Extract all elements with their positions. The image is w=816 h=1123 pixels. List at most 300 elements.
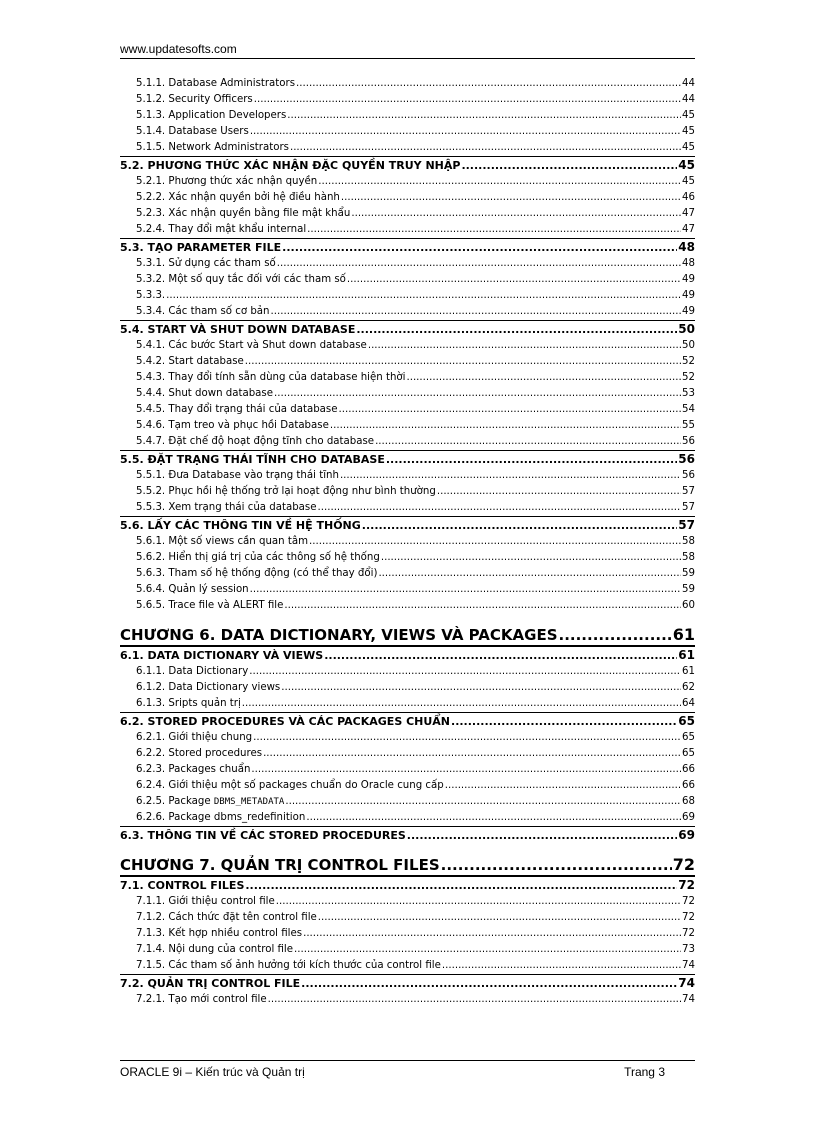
- toc-entry-label: [120, 625, 558, 645]
- toc-subsection[interactable]: [120, 140, 695, 156]
- toc-entry-number: 5.4.7.: [136, 436, 166, 447]
- toc-subsection[interactable]: [120, 910, 695, 926]
- toc-entry-number: 5.2.1.: [136, 176, 166, 187]
- toc-entry-number: 5.4.: [120, 323, 144, 336]
- toc-entry-label: [136, 140, 289, 156]
- toc-leader-dots: [290, 140, 681, 156]
- toc-subsection[interactable]: [120, 926, 695, 942]
- toc-entry-number: 5.5.3.: [136, 502, 166, 513]
- toc-leader-dots: [341, 190, 681, 206]
- toc-entry-page: 52: [682, 372, 695, 383]
- toc-leader-dots: [347, 272, 681, 288]
- toc-entry-page: 53: [682, 388, 695, 399]
- toc-entry-title: Sripts quản trị: [168, 698, 241, 709]
- toc-entry-title: Đưa Database vào trạng thái tĩnh: [168, 470, 339, 481]
- toc-entry-title: Tạo mới control file: [168, 994, 267, 1005]
- toc-subsection[interactable]: [120, 354, 695, 370]
- toc-entry-page: 72: [682, 928, 695, 939]
- footer-page-number: Trang 3: [624, 1065, 665, 1079]
- toc-entry-label: [120, 713, 450, 730]
- toc-entry-number: 5.2.: [120, 159, 144, 172]
- toc-subsection[interactable]: [120, 664, 695, 680]
- toc-entry-number: 5.2.4.: [136, 224, 166, 235]
- toc-chapter[interactable]: [120, 855, 695, 876]
- toc-entry-title: Sử dụng các tham số: [168, 258, 276, 269]
- toc-leader-dots: [368, 338, 681, 354]
- table-of-contents: [120, 76, 695, 1008]
- toc-entry-label: [136, 500, 317, 516]
- toc-leader-dots: [303, 926, 681, 942]
- toc-leader-dots: [318, 174, 681, 190]
- toc-entry-number: 6.2.6.: [136, 812, 166, 823]
- toc-section[interactable]: [120, 450, 695, 468]
- toc-subsection[interactable]: [120, 222, 695, 238]
- toc-entry-page: 60: [682, 600, 695, 611]
- toc-leader-dots: [249, 664, 681, 680]
- toc-leader-dots: [559, 625, 672, 645]
- toc-entry-number: 5.4.1.: [136, 340, 166, 351]
- toc-subsection[interactable]: [120, 206, 695, 222]
- toc-entry-label: [136, 174, 317, 190]
- toc-entry-label: [120, 827, 406, 844]
- toc-entry-label: [136, 958, 441, 974]
- toc-subsection[interactable]: [120, 434, 695, 450]
- toc-subsection[interactable]: [120, 418, 695, 434]
- toc-entry-label: [136, 206, 350, 222]
- toc-subsection[interactable]: [120, 92, 695, 108]
- toc-entry-label: [136, 664, 248, 680]
- toc-entry-title: Package dbms_redefinition: [168, 812, 306, 823]
- toc-entry-title: Thay đổi trạng thái của database: [168, 404, 338, 415]
- toc-section[interactable]: [120, 516, 695, 534]
- toc-entry-page: 61: [678, 648, 695, 662]
- toc-entry-page: 64: [682, 698, 695, 709]
- toc-entry-label: [136, 92, 253, 108]
- toc-leader-dots: [386, 451, 677, 468]
- toc-entry-label: [136, 534, 308, 550]
- toc-leader-dots: [245, 354, 681, 370]
- toc-entry-label: [136, 794, 284, 810]
- toc-entry-page: 66: [682, 780, 695, 791]
- toc-entry-title: Các tham số ảnh hưởng tới kích thước của control file: [168, 960, 441, 971]
- toc-leader-dots: [356, 321, 677, 338]
- toc-entry-label: [136, 386, 273, 402]
- toc-subsection[interactable]: [120, 582, 695, 598]
- toc-leader-dots: [461, 157, 677, 174]
- toc-entry-label: [136, 910, 317, 926]
- toc-leader-dots: [281, 680, 681, 696]
- toc-leader-dots: [362, 517, 678, 534]
- toc-entry-title: QUẢN TRỊ CONTROL FILES: [220, 856, 440, 874]
- toc-section[interactable]: [120, 646, 695, 664]
- toc-section[interactable]: [120, 238, 695, 256]
- toc-entry-title: Quản lý session: [168, 584, 249, 595]
- toc-entry-title: Hiển thị giá trị của các thông số hệ thống: [168, 552, 380, 563]
- toc-subsection[interactable]: [120, 992, 695, 1008]
- toc-entry-label: [136, 942, 293, 958]
- toc-entry-page: 54: [682, 404, 695, 415]
- toc-leader-dots: [276, 894, 681, 910]
- toc-entry-number: 5.2.2.: [136, 192, 166, 203]
- toc-entry-title: Phương thức xác nhận quyền: [168, 176, 318, 187]
- toc-leader-dots: [287, 108, 681, 124]
- toc-entry-label: [136, 730, 252, 746]
- toc-entry-title: Stored procedures: [168, 748, 263, 759]
- toc-leader-dots: [340, 468, 681, 484]
- toc-subsection[interactable]: [120, 370, 695, 386]
- toc-entry-title: Data Dictionary views: [168, 682, 281, 693]
- toc-entry-number: 7.1.4.: [136, 944, 166, 955]
- toc-entry-page: 49: [682, 290, 695, 301]
- toc-entry-number: 6.2.4.: [136, 780, 166, 791]
- toc-entry-number: 7.1.3.: [136, 928, 166, 939]
- toc-entry-page: 50: [682, 340, 695, 351]
- toc-entry-label: [136, 288, 165, 304]
- toc-section[interactable]: [120, 974, 695, 992]
- toc-leader-dots: [441, 855, 672, 875]
- toc-entry-number: 5.1.1.: [136, 78, 166, 89]
- toc-entry-number: 6.1.: [120, 649, 144, 662]
- toc-entry-page: 49: [682, 306, 695, 317]
- toc-entry-number: 5.1.2.: [136, 94, 166, 105]
- toc-entry-label: [136, 810, 305, 826]
- toc-leader-dots: [375, 434, 681, 450]
- toc-subsection[interactable]: [120, 680, 695, 696]
- toc-entry-number: 5.5.1.: [136, 470, 166, 481]
- toc-entry-number: 5.3.: [120, 241, 144, 254]
- toc-entry-page: 69: [682, 812, 695, 823]
- toc-entry-label: [120, 239, 281, 256]
- toc-leader-dots: [445, 778, 681, 794]
- toc-leader-dots: [253, 730, 681, 746]
- toc-entry-title: Tham số hệ thống động (có thể thay đổi): [168, 568, 378, 579]
- toc-entry-page: 65: [682, 732, 695, 743]
- toc-leader-dots: [285, 794, 681, 810]
- toc-entry-page: 56: [682, 436, 695, 447]
- toc-entry-page: 46: [682, 192, 695, 203]
- toc-entry-title: Giới thiệu một số packages chuẩn do Oracle cung cấp: [168, 780, 444, 791]
- toc-entry-number: 6.1.2.: [136, 682, 166, 693]
- toc-entry-number: 6.2.: [120, 715, 144, 728]
- toc-entry-page: 57: [682, 486, 695, 497]
- toc-entry-page: 72: [678, 878, 695, 892]
- toc-subsection[interactable]: [120, 550, 695, 566]
- toc-entry-number: 5.3.3.: [136, 290, 166, 301]
- toc-entry-number: 7.1.: [120, 879, 144, 892]
- toc-entry-number: 5.5.2.: [136, 486, 166, 497]
- toc-entry-number: 6.2.3.: [136, 764, 166, 775]
- toc-subsection[interactable]: [120, 534, 695, 550]
- toc-entry-number: 5.4.3.: [136, 372, 166, 383]
- toc-entry-page: 48: [682, 258, 695, 269]
- toc-entry-number: 5.4.2.: [136, 356, 166, 367]
- toc-entry-page: 45: [682, 142, 695, 153]
- toc-entry-title: QUẢN TRỊ CONTROL FILE: [147, 977, 301, 990]
- toc-entry-label: [136, 484, 436, 500]
- toc-entry-number: 5.1.5.: [136, 142, 166, 153]
- toc-leader-dots: [251, 762, 681, 778]
- toc-subsection[interactable]: [120, 76, 695, 92]
- toc-entry-label: [136, 778, 444, 794]
- toc-entry-label: [136, 338, 367, 354]
- toc-entry-page: 66: [682, 764, 695, 775]
- toc-entry-page: 57: [682, 502, 695, 513]
- toc-leader-dots: [242, 696, 681, 712]
- toc-entry-title: Security Officers: [168, 94, 253, 105]
- toc-entry-title: Database Administrators: [168, 78, 296, 89]
- toc-entry-label: [120, 877, 244, 894]
- toc-leader-dots: [245, 877, 677, 894]
- toc-entry-label: [120, 157, 460, 174]
- toc-leader-dots: [351, 206, 681, 222]
- toc-subsection[interactable]: [120, 810, 695, 826]
- toc-entry-page: 65: [678, 714, 695, 728]
- toc-leader-dots: [378, 566, 681, 582]
- toc-entry-label: [120, 321, 355, 338]
- toc-entry-page: 44: [682, 94, 695, 105]
- toc-leader-dots: [318, 500, 682, 516]
- toc-leader-dots: [294, 942, 681, 958]
- toc-leader-dots: [284, 598, 681, 614]
- toc-entry-page: 74: [682, 994, 695, 1005]
- toc-entry-title: Một số quy tắc đối với các tham số: [168, 274, 346, 285]
- toc-entry-number: CHƯƠNG 7.: [120, 856, 216, 874]
- toc-entry-page: 47: [682, 224, 695, 235]
- toc-entry-number: 6.1.3.: [136, 698, 166, 709]
- toc-entry-label: [136, 582, 249, 598]
- toc-entry-label: [120, 647, 323, 664]
- toc-entry-title: Data Dictionary: [168, 666, 249, 677]
- toc-subsection[interactable]: [120, 108, 695, 124]
- toc-entry-number: 6.2.5.: [136, 796, 166, 807]
- toc-entry-label: [136, 926, 302, 942]
- toc-entry-number: 5.5.: [120, 453, 144, 466]
- toc-entry-label: [136, 746, 262, 762]
- toc-entry-number: 7.1.1.: [136, 896, 166, 907]
- toc-subsection[interactable]: [120, 402, 695, 418]
- toc-subsection[interactable]: [120, 484, 695, 500]
- toc-entry-title: Start database: [168, 356, 244, 367]
- toc-entry-label: [120, 975, 300, 992]
- toc-entry-page: 74: [682, 960, 695, 971]
- toc-entry-code: DBMS_METADATA: [213, 797, 285, 807]
- toc-subsection[interactable]: [120, 794, 695, 810]
- toc-entry-page: 52: [682, 356, 695, 367]
- toc-entry-label: [136, 696, 241, 712]
- toc-section[interactable]: [120, 712, 695, 730]
- toc-leader-dots: [282, 239, 677, 256]
- toc-entry-number: 5.4.4.: [136, 388, 166, 399]
- toc-subsection[interactable]: [120, 762, 695, 778]
- toc-entry-title: Các tham số cơ bản: [168, 306, 270, 317]
- toc-entry-label: [136, 222, 306, 238]
- toc-leader-dots: [277, 256, 681, 272]
- toc-entry-title: Xác nhận quyền bởi hệ điều hành: [168, 192, 340, 203]
- toc-entry-page: 72: [682, 896, 695, 907]
- toc-subsection[interactable]: [120, 338, 695, 354]
- toc-entry-title: Một số views cần quan tâm: [168, 536, 309, 547]
- toc-entry-page: 59: [682, 584, 695, 595]
- toc-leader-dots: [442, 958, 681, 974]
- toc-entry-number: 5.6.1.: [136, 536, 166, 547]
- toc-entry-page: 72: [682, 912, 695, 923]
- toc-entry-title: START VÀ SHUT DOWN DATABASE: [147, 323, 356, 336]
- toc-entry-label: [136, 680, 280, 696]
- toc-entry-title: Cách thức đặt tên control file: [168, 912, 317, 923]
- toc-entry-number: 5.3.4.: [136, 306, 166, 317]
- toc-leader-dots: [268, 992, 681, 1008]
- toc-entry-page: 61: [672, 625, 695, 644]
- toc-entry-page: 44: [682, 78, 695, 89]
- toc-subsection[interactable]: [120, 696, 695, 712]
- toc-entry-title: Application Developers: [168, 110, 287, 121]
- footer-title: ORACLE 9i – Kiến trúc và Quản trị: [120, 1065, 305, 1079]
- toc-entry-label: [136, 304, 270, 320]
- toc-entry-title: Package: [168, 796, 214, 807]
- toc-subsection[interactable]: [120, 942, 695, 958]
- toc-subsection[interactable]: [120, 500, 695, 516]
- toc-entry-label: [136, 124, 249, 140]
- toc-section[interactable]: [120, 320, 695, 338]
- toc-entry-page: 45: [682, 110, 695, 121]
- toc-entry-page: 56: [678, 452, 695, 466]
- toc-entry-title: Tạm treo và phục hồi Database: [168, 420, 329, 431]
- toc-entry-title: Giới thiệu chung: [168, 732, 253, 743]
- toc-leader-dots: [250, 124, 681, 140]
- toc-entry-label: [120, 451, 385, 468]
- toc-subsection[interactable]: [120, 894, 695, 910]
- toc-subsection[interactable]: [120, 730, 695, 746]
- toc-entry-page: 65: [682, 748, 695, 759]
- toc-entry-title: Giới thiệu control file: [168, 896, 275, 907]
- toc-entry-page: 49: [682, 274, 695, 285]
- toc-entry-label: [136, 468, 339, 484]
- toc-entry-title: Xác nhận quyền bằng file mật khẩu: [168, 208, 351, 219]
- toc-leader-dots: [407, 827, 678, 844]
- toc-entry-page: 58: [682, 552, 695, 563]
- toc-entry-title: CONTROL FILES: [147, 879, 245, 892]
- toc-entry-label: [136, 402, 338, 418]
- toc-subsection[interactable]: [120, 124, 695, 140]
- toc-entry-page: 59: [682, 568, 695, 579]
- toc-entry-page: 45: [682, 176, 695, 187]
- toc-subsection[interactable]: [120, 746, 695, 762]
- toc-leader-dots: [330, 418, 681, 434]
- toc-entry-number: 7.1.5.: [136, 960, 166, 971]
- toc-entry-number: CHƯƠNG 6.: [120, 626, 216, 644]
- toc-entry-number: 5.6.2.: [136, 552, 166, 563]
- toc-entry-title: DATA DICTIONARY VÀ VIEWS: [147, 649, 324, 662]
- toc-entry-page: 69: [678, 828, 695, 842]
- toc-entry-page: 57: [678, 518, 695, 532]
- toc-leader-dots: [254, 92, 681, 108]
- toc-section[interactable]: [120, 826, 695, 844]
- toc-entry-title: Kết hợp nhiều control files: [168, 928, 303, 939]
- toc-entry-page: 45: [678, 158, 695, 172]
- toc-entry-title: Các bước Start và Shut down database: [168, 340, 367, 351]
- toc-entry-title: Thay đổi mật khẩu internal: [168, 224, 307, 235]
- toc-subsection[interactable]: [120, 174, 695, 190]
- toc-subsection[interactable]: [120, 386, 695, 402]
- toc-leader-dots: [306, 810, 681, 826]
- toc-entry-number: 5.6.: [120, 519, 144, 532]
- toc-subsection[interactable]: [120, 272, 695, 288]
- toc-entry-page: 74: [678, 976, 695, 990]
- toc-leader-dots: [318, 910, 681, 926]
- toc-subsection[interactable]: [120, 190, 695, 206]
- toc-entry-number: 6.1.1.: [136, 666, 166, 677]
- toc-entry-label: [120, 855, 440, 875]
- toc-subsection[interactable]: [120, 288, 695, 304]
- toc-subsection[interactable]: [120, 778, 695, 794]
- toc-subsection[interactable]: [120, 256, 695, 272]
- toc-subsection[interactable]: [120, 566, 695, 582]
- toc-subsection[interactable]: [120, 598, 695, 614]
- toc-leader-dots: [451, 713, 677, 730]
- toc-entry-label: [136, 108, 286, 124]
- toc-leader-dots: [406, 370, 681, 386]
- toc-entry-title: Shut down database: [168, 388, 273, 399]
- toc-entry-number: 5.6.5.: [136, 600, 166, 611]
- toc-leader-dots: [274, 386, 681, 402]
- toc-entry-page: 56: [682, 470, 695, 481]
- toc-entry-number: 5.4.6.: [136, 420, 166, 431]
- toc-entry-number: 5.1.3.: [136, 110, 166, 121]
- toc-entry-label: [136, 256, 276, 272]
- toc-entry-title: PHƯƠNG THỨC XÁC NHẬN ĐẶC QUYỀN TRUY NHẬP: [147, 159, 461, 172]
- toc-entry-label: [136, 418, 329, 434]
- toc-entry-title: Phục hồi hệ thống trở lại hoạt động như bình thường: [168, 486, 436, 497]
- toc-entry-label: [136, 272, 346, 288]
- toc-leader-dots: [309, 534, 681, 550]
- page-footer: [120, 1060, 695, 1079]
- page-header: [120, 42, 695, 59]
- toc-entry-number: 5.4.5.: [136, 404, 166, 415]
- toc-entry-number: 6.3.: [120, 829, 144, 842]
- toc-subsection[interactable]: [120, 304, 695, 320]
- toc-entry-title: Packages chuẩn: [168, 764, 251, 775]
- toc-entry-page: 62: [682, 682, 695, 693]
- toc-entry-number: 6.2.1.: [136, 732, 166, 743]
- toc-entry-number: 5.3.2.: [136, 274, 166, 285]
- toc-subsection[interactable]: [120, 958, 695, 974]
- toc-entry-title: Database Users: [168, 126, 249, 137]
- toc-entry-title: Đặt chế độ hoạt động tĩnh cho database: [168, 436, 375, 447]
- toc-entry-number: 7.2.1.: [136, 994, 166, 1005]
- toc-leader-dots: [301, 975, 677, 992]
- toc-entry-label: [136, 550, 380, 566]
- toc-section[interactable]: [120, 156, 695, 174]
- toc-entry-title: Nội dung của control file: [168, 944, 294, 955]
- toc-entry-title: Trace file và ALERT file: [168, 600, 284, 611]
- toc-entry-label: [136, 566, 377, 582]
- toc-entry-label: [136, 762, 250, 778]
- toc-entry-title: STORED PROCEDURES VÀ CÁC PACKAGES CHUẨN: [147, 715, 451, 728]
- toc-entry-page: 55: [682, 420, 695, 431]
- toc-entry-label: [136, 434, 374, 450]
- toc-leader-dots: [339, 402, 682, 418]
- toc-subsection[interactable]: [120, 468, 695, 484]
- toc-chapter[interactable]: [120, 625, 695, 646]
- toc-leader-dots: [324, 647, 677, 664]
- toc-section[interactable]: [120, 876, 695, 894]
- toc-entry-label: [136, 370, 405, 386]
- toc-entry-label: [136, 76, 295, 92]
- toc-entry-title: THÔNG TIN VỀ CÁC STORED PROCEDURES: [147, 829, 406, 842]
- toc-entry-page: 50: [678, 322, 695, 336]
- toc-leader-dots: [381, 550, 681, 566]
- toc-entry-label: [136, 354, 244, 370]
